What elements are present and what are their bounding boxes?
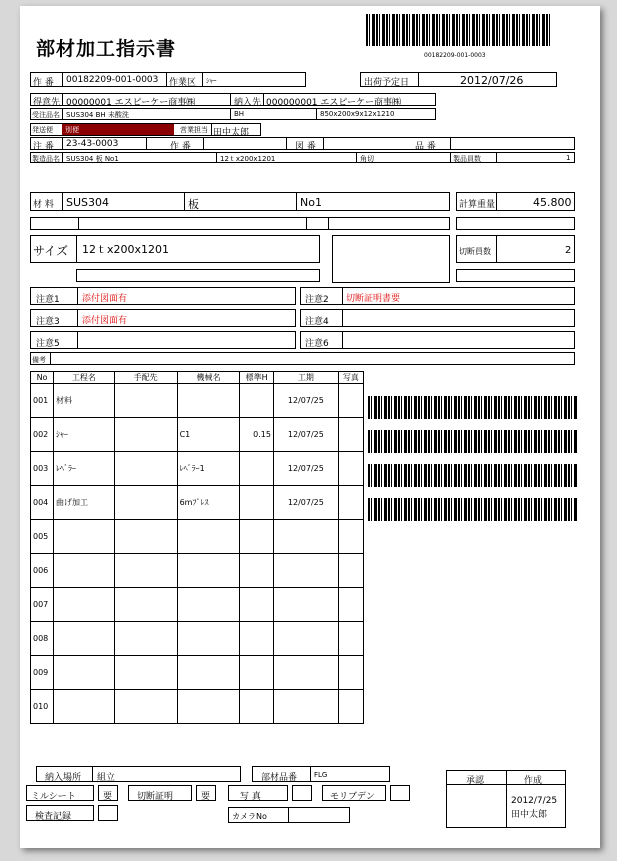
note-2-value: 切断証明書要: [346, 294, 401, 304]
hassobin-value: 別便: [65, 126, 79, 134]
empty-row-d: [456, 269, 575, 282]
kakugiri: 角切: [360, 155, 374, 163]
row-photo: [338, 452, 363, 486]
row-barcode-002: [368, 430, 578, 453]
keisan-label: 計算重量: [459, 200, 496, 210]
table-row: [31, 418, 364, 452]
setsudan-cert-label: 切断証明: [137, 792, 174, 802]
row-machine: [177, 384, 240, 418]
header-standard-hours: 標準H: [240, 372, 274, 384]
row-no: 010: [31, 690, 54, 724]
size-value: 12ｔx200x1201: [82, 243, 170, 256]
setsudan-count-value: 2: [565, 245, 572, 256]
shashin-label: 写 真: [240, 792, 261, 802]
table-row: [31, 588, 364, 622]
table-row: [31, 520, 364, 554]
sakuban2-label: 作 番: [170, 142, 191, 152]
row-kouki: 12/07/25: [273, 452, 338, 486]
row-standard-hours: [240, 384, 274, 418]
mill-label: ミルシート: [31, 792, 76, 802]
camera-label: カメラNo: [232, 812, 267, 821]
ita-value: 板: [188, 198, 199, 211]
chuban-label: 注 番: [33, 142, 54, 152]
document-page: [20, 6, 600, 848]
seizo-label: 製造品名: [32, 155, 60, 163]
row-no: 005: [31, 520, 54, 554]
row-no: 008: [31, 622, 54, 656]
row-barcode-001: [368, 396, 578, 419]
buzai-value: FLG: [314, 771, 328, 779]
row-process-name: ﾚﾍﾞﾗｰ: [54, 452, 115, 486]
row-kouki: 12/07/25: [273, 418, 338, 452]
header-process-name: 工程名: [54, 372, 115, 384]
table-row: [31, 384, 364, 418]
nonyusaki-label: 納入先: [234, 98, 262, 108]
row-no: 007: [31, 588, 54, 622]
sakusei-name: 田中太郎: [511, 810, 548, 820]
zairyo-value: SUS304: [66, 196, 110, 209]
row-tehai: [114, 384, 177, 418]
row-no: 009: [31, 656, 54, 690]
nonyu-label: 納入場所: [45, 773, 82, 783]
size-label: サイズ: [33, 244, 69, 258]
shashin-value-box: [292, 785, 312, 801]
row-photo: [338, 486, 363, 520]
row-no: 001: [31, 384, 54, 418]
empty-row-c: [76, 269, 320, 282]
eigyo-value: 田中太郎: [213, 128, 250, 138]
sakusei-label: 作成: [524, 776, 543, 786]
row-photo: [338, 384, 363, 418]
table-row: [31, 690, 364, 724]
eigyo-label: 営業担当: [180, 126, 208, 134]
row-process-name: 材料: [54, 384, 115, 418]
keisan-value: 45.800: [533, 196, 572, 209]
row-tehai: [114, 486, 177, 520]
seizo-size: 12ｔx200x1201: [220, 155, 276, 163]
setsudan-cert-value: 要: [201, 792, 211, 802]
header-barcode: [366, 14, 550, 46]
table-row: [31, 554, 364, 588]
note-6-label: 注意6: [305, 339, 329, 349]
zairyo-label: 材 料: [33, 200, 54, 210]
size-spec: 850x200x9x12x1210: [320, 110, 395, 118]
buzai-label: 部材品番: [261, 773, 298, 783]
header-photo: 写真: [338, 372, 363, 384]
note-5-label: 注意5: [36, 339, 60, 349]
note-3-box: [30, 309, 296, 327]
row-barcode-004: [368, 498, 578, 521]
row-no: 006: [31, 554, 54, 588]
note-4-label: 注意4: [305, 317, 329, 327]
row-machine: 6mﾌﾟﾚｽ: [177, 486, 240, 520]
kensa-label: 検査記録: [35, 812, 72, 822]
molyb-value-box: [390, 785, 410, 801]
row-machine: ﾚﾍﾞﾗｰ1: [177, 452, 240, 486]
header-machine: 機械名: [177, 372, 240, 384]
tokuisaki-label: 得意先: [33, 98, 61, 108]
nonyusaki-value: 000000001 エスピーケー商事㈱: [266, 98, 402, 108]
header-barcode-text: 00182209-001-0003: [424, 52, 486, 59]
empty-row-a: [30, 217, 450, 230]
sagyoku-label: 作業区: [169, 78, 197, 88]
biko-box: [30, 352, 575, 365]
row-standard-hours: [240, 486, 274, 520]
hassobin-label: 発送便: [32, 126, 53, 134]
header-tehai: 手配先: [114, 372, 177, 384]
row-process-name: ｼｬｰ: [54, 418, 115, 452]
seihin-label: 製品員数: [453, 155, 481, 163]
row-no: 002: [31, 418, 54, 452]
note-5-box: [30, 331, 296, 349]
size-box: [30, 235, 320, 263]
row-tehai: [114, 452, 177, 486]
empty-box-b: [456, 217, 575, 230]
seihin-value: 1: [566, 154, 571, 162]
table-row: [31, 622, 364, 656]
row-kouki: 12/07/25: [273, 486, 338, 520]
table-row: [31, 486, 364, 520]
sakuban-label: 作 番: [33, 78, 54, 88]
row-kouki: 12/07/25: [273, 384, 338, 418]
row-photo: [338, 418, 363, 452]
molyb-label: モリブデン: [330, 792, 375, 802]
header-kouki: 工期: [273, 372, 338, 384]
row-machine: C1: [177, 418, 240, 452]
tokuisaki-value: 00000001 エスピーケー商事㈱: [66, 98, 196, 108]
table-row: [31, 452, 364, 486]
chuban-value: 23-43-0003: [66, 139, 119, 149]
row-no: 003: [31, 452, 54, 486]
mill-value: 要: [103, 792, 113, 802]
table-row: [31, 656, 364, 690]
juchu-value: SUS304 BH 未酸洗: [66, 111, 129, 119]
setsudan-count-label: 切断員数: [459, 247, 491, 256]
row-standard-hours: 0.15: [240, 418, 274, 452]
row-barcode-003: [368, 464, 578, 487]
hinban-label: 品 番: [415, 142, 436, 152]
row-no: 004: [31, 486, 54, 520]
note-1-value: 添付図面有: [82, 294, 128, 304]
shukka-value: 2012/07/26: [460, 74, 524, 87]
note-1-box: [30, 287, 296, 305]
zuban-label: 図 番: [295, 142, 316, 152]
no-value: No1: [300, 196, 322, 209]
note-2-label: 注意2: [305, 295, 329, 305]
seizo-value: SUS304 板 No1: [66, 155, 119, 163]
shukka-label: 出荷予定日: [364, 78, 410, 88]
shonin-label: 承認: [466, 776, 485, 786]
sakuban-value: 00182209-001-0003: [66, 75, 159, 85]
process-table: [30, 371, 364, 724]
juchu-label: 受注品名: [32, 111, 60, 119]
row-tehai: [114, 418, 177, 452]
bh-value: BH: [234, 110, 245, 118]
note-3-value: 添付図面有: [82, 316, 128, 326]
document-title: 部材加工指示書: [36, 38, 177, 60]
header-no: No: [31, 372, 54, 384]
row-standard-hours: [240, 452, 274, 486]
process-header-row: [31, 372, 364, 384]
note-3-label: 注意3: [36, 317, 60, 327]
row-process-name: 曲げ加工: [54, 486, 115, 520]
note-1-label: 注意1: [36, 295, 60, 305]
sagyoku-value: ｼｬｰ: [206, 77, 217, 85]
biko-label: 備考: [32, 356, 46, 364]
sakusei-date: 2012/7/25: [511, 796, 558, 806]
size-aux-box: [332, 235, 450, 283]
kensa-value-box: [98, 805, 118, 821]
nonyu-value: 組立: [97, 773, 116, 783]
